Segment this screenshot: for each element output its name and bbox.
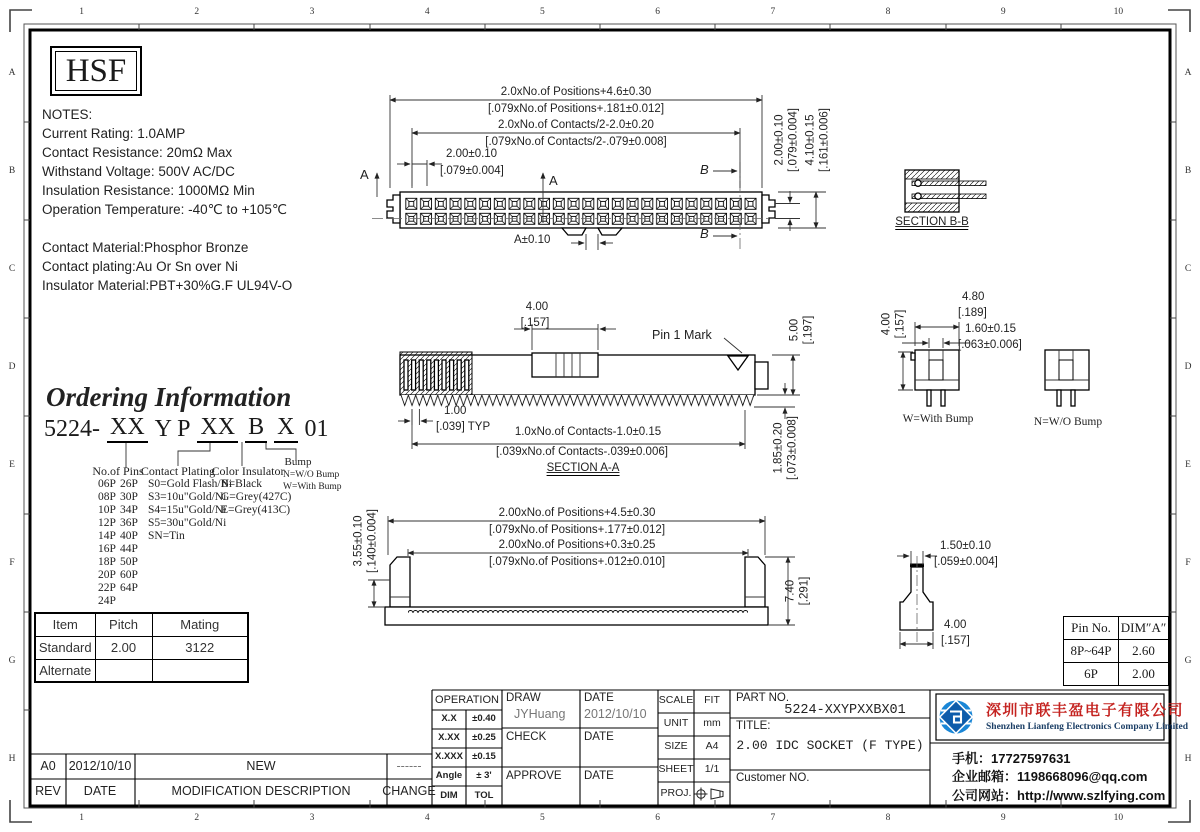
sheet-value: 1/1 (704, 763, 720, 775)
ruler-col-label: 10 (1113, 7, 1124, 17)
dim-aa-length-in: [.039xNo.of Contacts-.039±0.006] (496, 446, 668, 458)
material-line: Insulator Material:PBT+30%G.F UL94V-O (42, 278, 293, 293)
ruler-row-label: E (1185, 460, 1191, 470)
ruler-row-label: B (1184, 166, 1192, 176)
dim-line: 7.40 (784, 579, 797, 603)
note-line: Insulation Resistance: 1000MΩ Min (42, 183, 255, 198)
col-header: DIM″A″ (1119, 617, 1169, 640)
company-email: 企业邮箱：1198668096@qq.com (952, 769, 1148, 784)
with-bump-label: W=With Bump (902, 413, 974, 425)
color-item: G=Grey(427C) (221, 491, 292, 503)
pins-item: 24P (98, 595, 116, 607)
dim-line: [.073±0.008] (786, 416, 798, 480)
plating-item: S3=10u"Gold/Ni (148, 491, 227, 503)
ruler-row-label: G (8, 656, 16, 666)
ruler-col-label: 7 (770, 7, 776, 17)
dim-line: 4.10±0.15 (804, 114, 817, 166)
without-bump-label: N=W/O Bump (1033, 416, 1103, 428)
dim-contact-pitch-in: [.039] TYP (436, 421, 491, 433)
cell: 8P~64P (1064, 640, 1119, 663)
section-a-label: A (549, 173, 558, 188)
scale-value: FIT (704, 694, 720, 706)
scale-label: SCALE (658, 694, 694, 706)
dim-bottom-positions-mm: 2.00xNo.of Positions+4.5±0.30 (498, 507, 656, 519)
part-no-label: PART NO. (736, 692, 790, 704)
pins-item: 30P (120, 491, 138, 503)
draw-label: DRAW (506, 692, 541, 704)
cell (95, 659, 152, 682)
dim-bump-gap-mm: 1.60±0.15 (965, 323, 1017, 335)
plating-item: S4=15u"Gold/Ni (148, 504, 227, 516)
pins-item: 50P (120, 556, 138, 568)
pins-item: 10P (98, 504, 116, 516)
col-header: Pitch (95, 613, 152, 636)
company-name-en: Shenzhen Lianfeng Electronics Company Limited (986, 722, 1188, 732)
section-b-label: B (700, 162, 709, 177)
bump-item: N=W/O Bump (283, 470, 340, 480)
cell: 3122 (152, 636, 248, 659)
ruler-left (4, 24, 20, 808)
dim-post-base-in: [.157] (941, 635, 970, 647)
section-bb-label: SECTION B-B (895, 216, 969, 228)
ruler-col-label: 1 (79, 7, 84, 17)
pins-item: 64P (120, 582, 138, 594)
dim-line: [.291] (798, 576, 810, 606)
pins-item: 44P (120, 543, 138, 555)
bump-item: W=With Bump (283, 482, 342, 492)
part-seg-plating: XX (197, 414, 238, 443)
cell: 2.60 (1119, 640, 1169, 663)
ruler-col-label: 8 (885, 813, 891, 823)
ruler-col-label: 3 (309, 7, 315, 17)
pins-item: 06P (98, 478, 116, 490)
pins-item: 36P (120, 517, 138, 529)
ruler-row-label: H (1184, 754, 1192, 764)
company-website: 公司网站：http://www.szlfying.com (952, 788, 1166, 803)
dim-line: [.161±0.006] (818, 108, 830, 172)
pins-item: 14P (98, 530, 116, 542)
ruler-row-label: D (1184, 362, 1192, 372)
company-logo (940, 701, 973, 734)
dim-bump-gap-in: [.063±0.006] (958, 339, 1022, 351)
dim-line: 2.00±0.10 (773, 114, 786, 166)
rev-date-value: 2012/10/10 (68, 759, 132, 773)
dim-a-table (1063, 616, 1169, 686)
pitch-mating-table (34, 612, 249, 683)
note-line: Operation Temperature: -40℃ to +105℃ (42, 202, 288, 217)
material-line: Contact plating:Au Or Sn over Ni (42, 259, 238, 274)
plating-header: Contact Plating (140, 464, 216, 478)
dim-line: 1.85±0.20 (772, 422, 785, 474)
ruler-col-label: 2 (194, 7, 200, 17)
dim-key: A±0.10 (514, 234, 551, 246)
operation-header: OPERATION (435, 694, 499, 706)
col-header: Pin No. (1064, 617, 1119, 640)
hsf-logo (50, 46, 142, 96)
tol-label: X.XXX (435, 751, 463, 762)
unit-label: UNIT (663, 717, 689, 729)
pins-item: 16P (98, 543, 116, 555)
ruler-row-label: A (8, 68, 16, 78)
date-header: DATE (83, 784, 117, 798)
pin1-mark-label: Pin 1 Mark (652, 328, 712, 342)
table-row (35, 659, 248, 682)
dim-line: [.140±0.004] (366, 509, 378, 573)
unit-value: mm (703, 717, 721, 729)
company-phone: 手机：17727597631 (952, 751, 1071, 766)
ruler-col-label: 9 (1000, 7, 1006, 17)
ruler-col-label: 6 (655, 7, 660, 17)
pins-item: 60P (120, 569, 138, 581)
pins-item: 34P (120, 504, 138, 516)
dim-contact-pitch-mm: 1.00 (444, 405, 467, 417)
ruler-col-label: 2 (194, 813, 200, 823)
dim-pitch-in: [.079±0.004] (440, 165, 504, 177)
tol-label: X.XX (438, 732, 460, 743)
tol-value: ± 3' (476, 770, 492, 781)
ordering-title: Ordering Information (46, 382, 292, 412)
ruler-row-label: E (9, 460, 15, 470)
table-row (1064, 663, 1169, 686)
ruler-row-label: C (1184, 264, 1192, 274)
dim-aa-height (789, 316, 816, 345)
plating-item: SN=Tin (148, 530, 185, 542)
ruler-row-label: F (9, 558, 15, 568)
ruler-col-label: 8 (885, 7, 891, 17)
dim-bottom-positions-in: [.079xNo.of Positions+.177±0.012] (488, 524, 666, 536)
ruler-row-label: D (8, 362, 16, 372)
dim-post-base-mm: 4.00 (944, 619, 967, 631)
pins-item: 18P (98, 556, 116, 568)
part-number-line (44, 414, 329, 443)
size-value: A4 (705, 740, 719, 752)
ruler-col-label: 4 (424, 813, 430, 823)
dim-line: 3.55±0.10 (352, 515, 365, 567)
dim-bump-width-in: [.189] (958, 307, 987, 319)
note-line: Contact Resistance: 20mΩ Max (42, 145, 233, 160)
dim-aa-length-mm: 1.0xNo.of Contacts-1.0±0.15 (514, 426, 662, 438)
customer-no-label: Customer NO. (736, 772, 810, 784)
sheet-label: SHEET (658, 763, 694, 775)
notes-title: NOTES: (42, 107, 93, 122)
dim-tab-mm: 4.00 (525, 301, 549, 313)
ruler-row-label: C (8, 264, 16, 274)
section-b-label: B (700, 226, 709, 241)
modification-header: MODIFICATION DESCRIPTION (171, 784, 351, 798)
part-seg-series: Y P (154, 416, 191, 442)
date-label: DATE (584, 731, 614, 743)
part-seg-bump: X (274, 414, 297, 443)
dim-line: 5.00 (788, 318, 801, 342)
plating-item: S5=30u"Gold/Ni (148, 517, 227, 529)
dim-bottom-inner-mm: 2.00xNo.of Positions+0.3±0.25 (498, 539, 656, 551)
rev-value: A0 (40, 759, 56, 773)
tol-value: ±0.25 (472, 732, 496, 743)
dim-bottom-inner-in: [.079xNo.of Positions+.012±0.010] (488, 556, 666, 568)
rev-header: REV (35, 784, 61, 798)
ruler-row-label: G (1184, 656, 1192, 666)
dim-contacts-mm: 2.0xNo.of Contacts/2-2.0±0.20 (498, 119, 654, 131)
ruler-col-label: 7 (770, 813, 776, 823)
title-value: 2.00 IDC SOCKET (F TYPE) (736, 738, 924, 753)
pins-item: 40P (120, 530, 138, 542)
dim-line: [.079±0.004] (787, 108, 799, 172)
section-aa-label: SECTION A-A (546, 462, 620, 474)
tol-label: Angle (435, 770, 463, 781)
plating-item: S0=Gold Flash/Ni (148, 478, 233, 490)
ruler-right (1180, 24, 1196, 808)
dim-line: 4.00 (880, 312, 893, 336)
dim-row-spacing (774, 108, 801, 172)
projection-symbol (695, 788, 724, 801)
ruler-row-label: F (1185, 558, 1191, 568)
dim-pitch-mm: 2.00±0.10 (446, 148, 498, 160)
ruler-col-label: 5 (540, 7, 545, 17)
bump-header: Bump (284, 456, 312, 468)
dim-post-width-mm: 1.50±0.10 (940, 540, 992, 552)
ruler-col-label: 10 (1113, 813, 1124, 823)
dim-positions-mm: 2.0xNo.of Positions+4.6±0.30 (500, 86, 652, 98)
note-line: Withstand Voltage: 500V AC/DC (42, 164, 235, 179)
ruler-row-label: H (8, 754, 16, 764)
hsf-logo-text: HSF (55, 51, 137, 91)
company-name-cn: 深圳市联丰盈电子有限公司 (986, 702, 1185, 719)
date-label: DATE (584, 770, 614, 782)
part-seg-pins: XX (107, 414, 148, 443)
dim-bottom-height (353, 509, 380, 573)
col-header: Mating (152, 613, 248, 636)
cell: 2.00 (95, 636, 152, 659)
ruler-row-label: A (1184, 68, 1192, 78)
material-line: Contact Material:Phosphor Bronze (42, 240, 249, 255)
size-label: SIZE (664, 740, 688, 752)
pins-item: 22P (98, 582, 116, 594)
pins-item: 26P (120, 478, 138, 490)
tol-value: ±0.40 (472, 713, 496, 724)
rev-description-value: NEW (246, 759, 276, 773)
dim-aa-depth (773, 416, 800, 480)
dim-line: [.157] (894, 309, 906, 339)
cell: Alternate (35, 659, 95, 682)
note-line: Current Rating: 1.0AMP (42, 126, 186, 141)
pins-item: 20P (98, 569, 116, 581)
ruler-col-label: 1 (79, 813, 84, 823)
date-label: DATE (584, 692, 614, 704)
cell: Standard (35, 636, 95, 659)
col-header: Item (35, 613, 95, 636)
color-item: E=Grey(413C) (221, 504, 291, 516)
pins-header: No.of Pins (92, 464, 144, 478)
ruler-col-label: 5 (540, 813, 545, 823)
draw-name: JYHuang (514, 707, 566, 721)
ruler-col-label: 9 (1000, 813, 1006, 823)
dim-line: [.197] (802, 315, 814, 345)
ruler-top (24, 4, 1176, 20)
approve-label: APPROVE (506, 770, 562, 782)
proj-label: PROJ. (660, 787, 692, 799)
dim-height (805, 108, 832, 172)
ruler-col-label: 3 (309, 813, 315, 823)
pins-item: 12P (98, 517, 116, 529)
ruler-col-label: 6 (655, 813, 660, 823)
pins-item: 08P (98, 491, 116, 503)
part-suffix: 01 (304, 416, 329, 442)
part-prefix: 5224- (44, 416, 100, 442)
check-label: CHECK (506, 731, 547, 743)
ruler-col-label: 4 (424, 7, 430, 17)
dim-tab-in: [.157] (520, 317, 550, 329)
tol-value: TOL (474, 790, 494, 801)
dim-bottom-depth (785, 577, 812, 606)
color-header: Color Insulator (211, 464, 285, 478)
dim-contacts-in: [.079xNo.of Contacts/2-.079±0.008] (485, 136, 667, 148)
tol-label: X.X (441, 713, 457, 724)
dim-bump-width-mm: 4.80 (962, 291, 985, 303)
cell: 2.00 (1119, 663, 1169, 686)
table-row (35, 636, 248, 659)
cell (152, 659, 248, 682)
ruler-bottom (24, 810, 1176, 826)
tol-label: DIM (440, 790, 458, 801)
cell: 6P (1064, 663, 1119, 686)
dim-post-width-in: [.059±0.004] (934, 556, 998, 568)
ruler-row-label: B (8, 166, 16, 176)
tol-value: ±0.15 (472, 751, 496, 762)
dim-bump-height (881, 310, 908, 339)
draw-date: 2012/10/10 (584, 707, 647, 721)
section-a-label: A (360, 167, 369, 182)
rev-change-value: ------ (396, 759, 422, 773)
change-header: CHANGE (382, 784, 436, 798)
part-seg-color: B (245, 414, 267, 443)
color-item: B=Black (221, 478, 262, 490)
title-label: TITLE: (736, 720, 771, 732)
dim-positions-in: [.079xNo.of Positions+.181±0.012] (487, 103, 665, 115)
part-no-value: 5224-XXYPXXBX01 (784, 703, 906, 718)
table-row (1064, 640, 1169, 663)
